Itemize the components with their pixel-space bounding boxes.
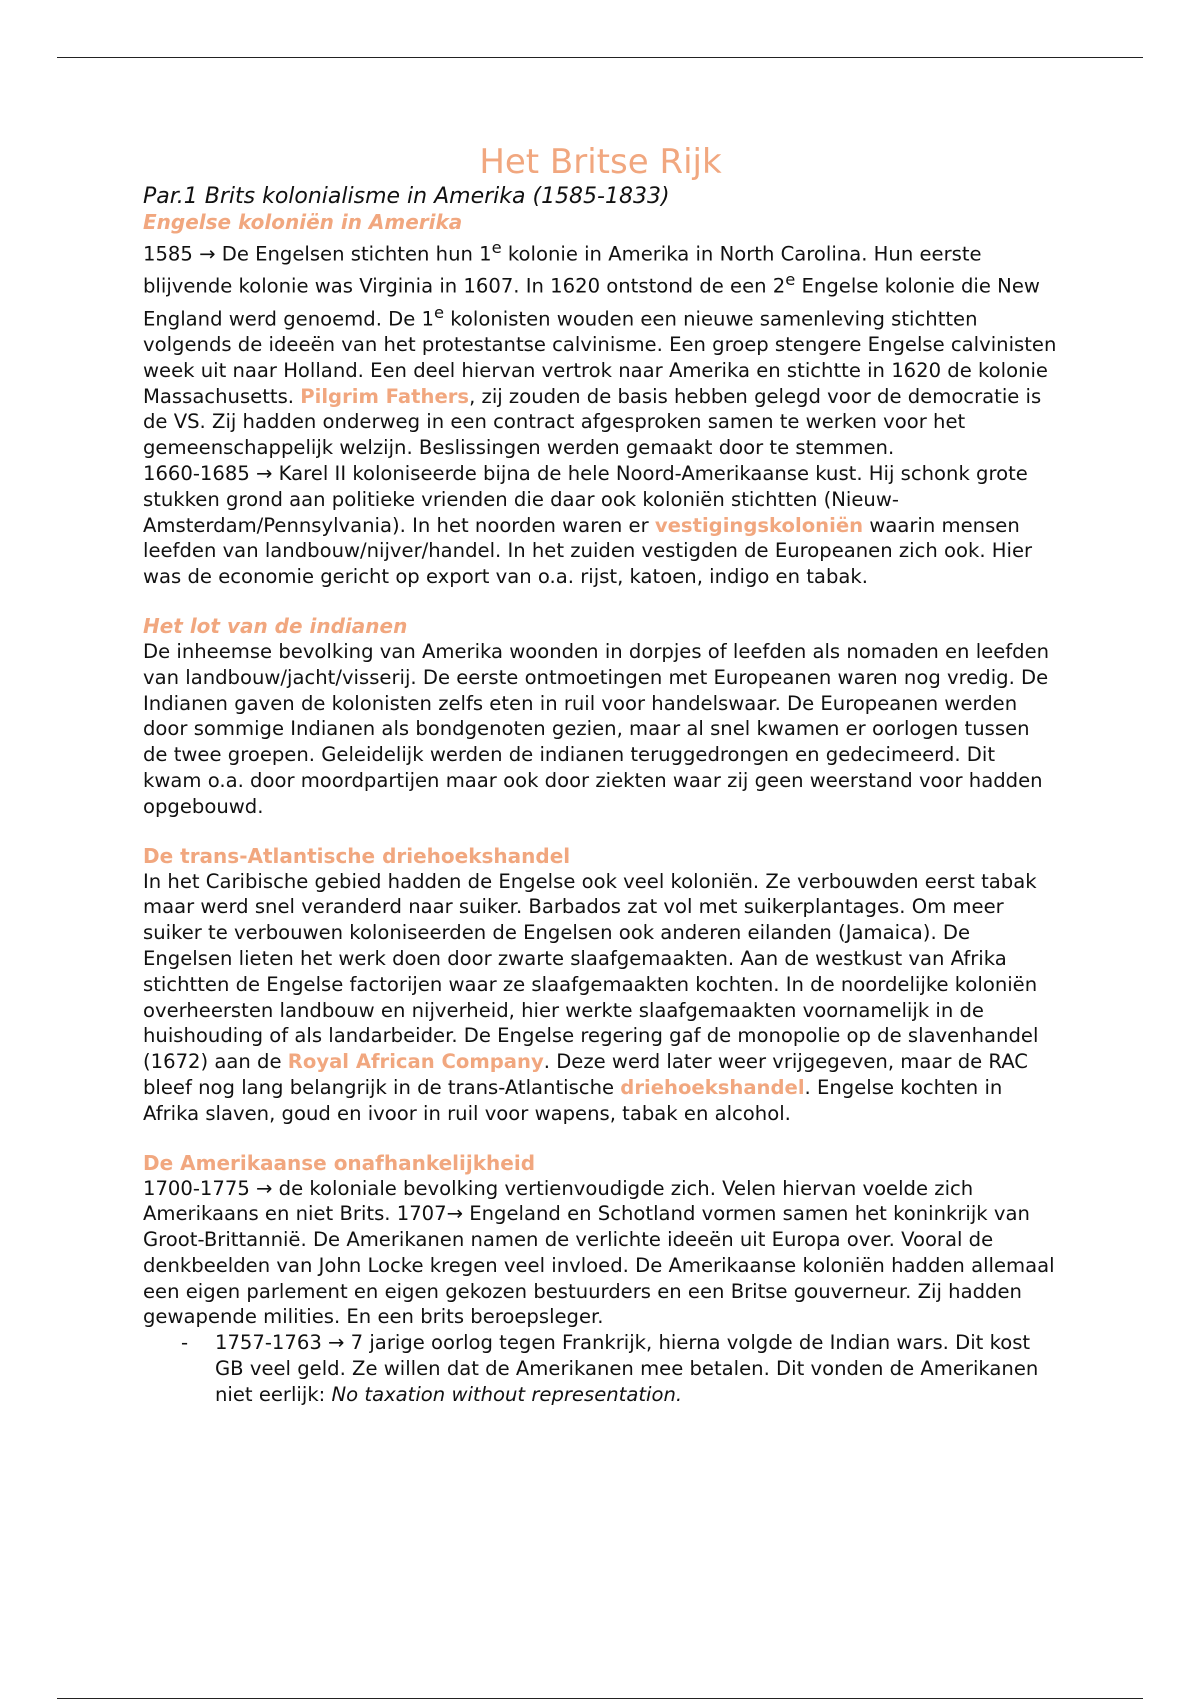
text-run: kolonie in Amerika in North Carolina. Hun eerste blijvende kolonie was Virginia in 1607. In 1620 ontstond de een 2 <box>143 242 982 298</box>
text-run: In het Caribische gebied hadden de Engelse ook veel koloniën. Ze verbouwden eerst tabak maar werd snel veranderd naar suiker. Barbados zat vol met suikerplantages. Om meer suiker te verbouwen koloniseerden de Engelsen ook anderen eilanden (Jamaica). De Engelsen lieten het werk doen door zwarte slaafgemaakten. Aan de westkust van Afrika stichtten de Engelse factorijen waar ze slaafgemaakten kochten. In de noordelijke koloniën overheersten landbouw en nijverheid, hier werkte slaafgemaakten voornamelijk in de huishouding of als landarbeider. De Engelse regering gaf de monopolie op de slavenhandel (1672) aan de <box>143 869 1039 1074</box>
document-body <box>143 142 1058 1432</box>
superscript: e <box>491 238 502 257</box>
section-heading: Engelse koloniën in Amerika <box>143 210 463 234</box>
highlight-term: vestigingskoloniën <box>654 513 864 537</box>
text-run: waarin mensen leefden van landbouw/nijver/handel. In het zuiden vestigden de Europeanen zich ook. Hier was de economie gericht op export van o.a. rijst, katoen, indigo en tabak. <box>143 513 1033 589</box>
bullet-mark: - <box>181 1331 189 1355</box>
section-paragraph: De inheemse bevolking van Amerika woonden in dorpjes of leefden als nomaden en leefden van landbouw/jacht/visserij. De eerste ontmoetingen met Europeanen waren nog vredig. De Indianen gaven de kolonisten zelfs eten in ruil voor handelswaar. De Europeanen werden door sommige Indianen als bondgenoten gezien, maar al snel kwamen er oorlogen tussen de twee groepen. Geleidelijk werden de indianen teruggedrongen en gedecimeerd. Dit kwam o.a. door moordpartijen maar ook door ziekten waar zij geen weerstand voor hadden opgebouwd. <box>143 639 1050 818</box>
text-run: 1660-1685 → Karel II koloniseerde bijna de hele Noord-Amerikaanse kust. Hij schonk grote stukken grond aan politieke vrienden die daar ook koloniën stichtten (Nieuw-Amsterdam/Pennsylvania). In het noorden waren er <box>143 461 1028 537</box>
section-paragraph <box>143 461 1058 590</box>
text-run: 1585 → De Engelsen stichten hun 1 <box>143 242 492 266</box>
paragraph-title: Par.1 Brits kolonialisme in Amerika (1585-1833) <box>143 184 670 209</box>
section-lot-indianen <box>143 614 1058 820</box>
bullet-item <box>181 1330 1058 1407</box>
section-paragraph: 1700-1775 → de koloniale bevolking vertienvoudigde zich. Velen hiervan voelde zich Amerikaans en niet Brits. 1707→ Engeland en Schotland vormen samen het koninkrijk van Groot-Brittannië. De Amerikanen namen de verlichte ideeën uit Europa over. Vooral de denkbeelden van John Locke kregen veel invloed. De Amerikaanse koloniën hadden allemaal een eigen parlement en eigen gekozen bestuurders en een Britse gouverneur. Zij hadden gewapende milities. En een brits beroepsleger. <box>143 1176 1055 1329</box>
highlight-term: Pilgrim Fathers <box>300 384 470 408</box>
text-run: . Engelse kochten in Afrika slaven, goud en ivoor in ruil voor wapens, tabak en alcohol. <box>143 1075 1003 1125</box>
highlight-term: Royal African Company <box>287 1050 544 1074</box>
section-paragraph <box>143 235 1058 461</box>
highlight-term: driehoekshandel <box>620 1075 805 1099</box>
section-engelse-kolonien <box>143 210 1058 590</box>
section-heading: De trans-Atlantische driehoekshandel <box>143 843 571 868</box>
text-run: . Deze werd later weer vrijgegeven, maar de RAC bleef nog lang belangrijk in de trans-Atlantische <box>143 1050 1028 1099</box>
section-onafhankelijkheid <box>143 1151 1058 1408</box>
italic-quote: No taxation without representation. <box>331 1382 683 1406</box>
section-driehoekshandel <box>143 844 1058 1127</box>
superscript: e <box>434 302 445 322</box>
document-title: Het Britse Rijk <box>479 142 722 182</box>
text-run: , zij zouden de basis hebben gelegd voor de democratie is de VS. Zij hadden onderweg in een contract afgesproken samen te werken voor het gemeenschappelijk welzijn. Beslissingen werden gemaakt door te stemmen. <box>143 384 1042 460</box>
footer-rule <box>57 1698 1143 1699</box>
section-paragraph <box>143 869 1058 1127</box>
text-run: kolonisten wouden een nieuwe samenleving stichtten volgends de ideeën van het protestantse calvinisme. Een groep stengere Engelse calvinisten week uit naar Holland. Een deel hiervan vertrok naar Amerika en stichtte in 1620 de kolonie Massachusetts. <box>143 307 1057 408</box>
text-run: 1757-1763 → 7 jarige oorlog tegen Frankrijk, hierna volgde de Indian wars. Dit kost GB veel geld. Ze willen dat de Amerikanen mee betalen. Dit vonden de Amerikanen niet eerlijk: <box>215 1331 1039 1406</box>
section-heading: De Amerikaanse onafhankelijkheid <box>143 1150 536 1175</box>
text-run: Engelse kolonie die New England werd genoemd. De 1 <box>143 274 1040 331</box>
header-rule <box>57 57 1143 58</box>
bullet-text <box>215 1330 1058 1407</box>
superscript: e <box>785 270 796 290</box>
section-heading: Het lot van de indianen <box>143 613 408 638</box>
